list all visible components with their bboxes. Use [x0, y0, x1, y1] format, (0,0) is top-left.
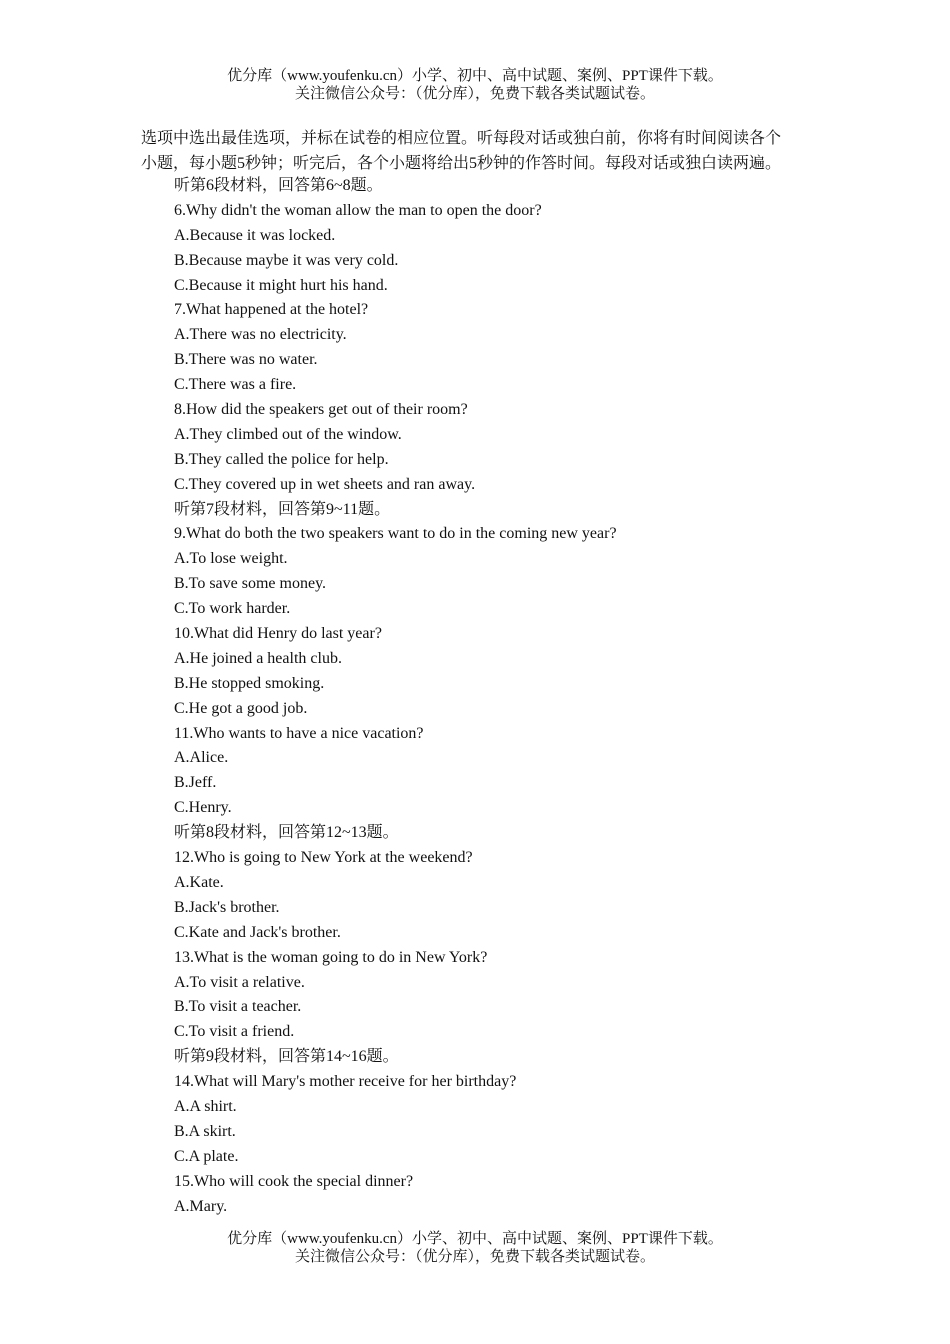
option-line: A.Mary. [174, 1197, 228, 1215]
footer-line-1: 优分库（www.youfenku.cn）小学、初中、高中试题、案例、PPT课件下载。 [227, 1231, 723, 1247]
instructions-line-1: 选项中选出最佳选项，并标在试卷的相应位置。听每段对话或独白前，你将有时间阅读各个 [141, 130, 782, 147]
section-heading: 听第6段材料，回答第6~8题。 [174, 177, 383, 194]
option-line: C.To work harder. [174, 600, 291, 618]
option-line: A.A shirt. [174, 1097, 237, 1115]
option-line: C.A plate. [174, 1147, 239, 1165]
option-line: B.They called the police for help. [174, 450, 389, 468]
option-line: B.Because maybe it was very cold. [174, 251, 399, 269]
section-heading: 听第9段材料，回答第14~16题。 [174, 1048, 399, 1066]
header-line-2: 关注微信公众号：（优分库），免费下载各类试题试卷。 [294, 86, 655, 102]
option-line: A.They climbed out of the window. [174, 425, 402, 443]
option-line: C.He got a good job. [174, 699, 308, 717]
option-line: B.Jeff. [174, 774, 217, 792]
instructions-line-2: 小题，每小题5秒钟；听完后，各个小题将给出5秒钟的作答时间。每段对话或独白读两遍。 [141, 155, 782, 172]
option-line: A.Alice. [174, 749, 229, 767]
header-line-1: 优分库（www.youfenku.cn）小学、初中、高中试题、案例、PPT课件下载。 [227, 68, 723, 84]
option-line: B.He stopped smoking. [174, 674, 325, 692]
section-heading: 听第8段材料，回答第12~13题。 [174, 824, 399, 842]
option-line: A.He joined a health club. [174, 649, 342, 667]
question-line: 11.Who wants to have a nice vacation? [174, 724, 424, 742]
page-footer [0, 1230, 950, 1266]
footer-line-2: 关注微信公众号：（优分库），免费下载各类试题试卷。 [294, 1249, 655, 1265]
question-line: 6.Why didn't the woman allow the man to open the door? [174, 201, 542, 219]
option-line: C.Kate and Jack's brother. [174, 923, 341, 941]
section-heading: 听第7段材料，回答第9~11题。 [174, 500, 391, 518]
question-line: 13.What is the woman going to do in New York? [174, 948, 488, 966]
question-line: 12.Who is going to New York at the weekend? [174, 849, 473, 867]
question-list [174, 174, 834, 1219]
option-line: C.To visit a friend. [174, 1023, 295, 1041]
option-line: C.They covered up in wet sheets and ran away. [174, 475, 476, 493]
question-line: 15.Who will cook the special dinner? [174, 1172, 414, 1190]
option-line: B.There was no water. [174, 351, 318, 369]
option-line: A.Because it was locked. [174, 226, 336, 244]
option-line: A.To lose weight. [174, 550, 288, 568]
option-line: C.Because it might hurt his hand. [174, 276, 388, 294]
option-line: C.Henry. [174, 799, 232, 817]
option-line: A.To visit a relative. [174, 973, 305, 991]
question-line: 14.What will Mary's mother receive for her birthday? [174, 1073, 517, 1091]
option-line: A.There was no electricity. [174, 326, 347, 344]
option-line: B.Jack's brother. [174, 898, 280, 916]
question-line: 7.What happened at the hotel? [174, 301, 369, 319]
option-line: B.To visit a teacher. [174, 998, 302, 1016]
question-line: 8.How did the speakers get out of their room? [174, 401, 468, 419]
option-line: B.A skirt. [174, 1122, 236, 1140]
page-header [0, 67, 950, 103]
option-line: C.There was a fire. [174, 376, 297, 394]
instructions-paragraph [141, 126, 831, 176]
option-line: A.Kate. [174, 873, 224, 891]
question-line: 9.What do both the two speakers want to do in the coming new year? [174, 525, 617, 543]
option-line: B.To save some money. [174, 575, 327, 593]
question-line: 10.What did Henry do last year? [174, 625, 382, 643]
